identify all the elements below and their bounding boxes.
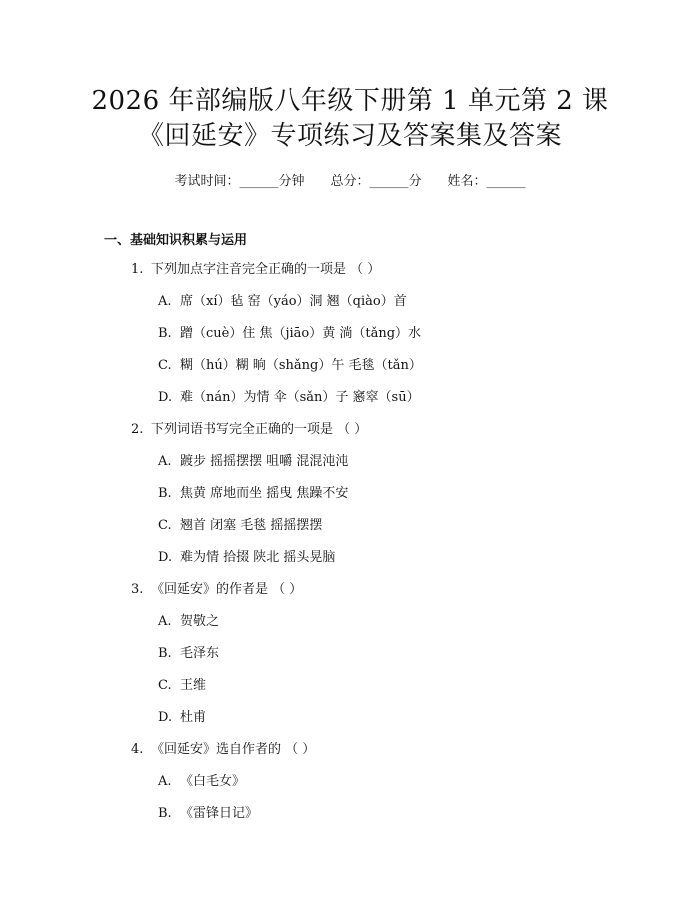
option-text: 毛泽东: [180, 646, 220, 661]
option-text: 蹭（cuè）住 焦（jiāo）黄 淌（tǎng）水: [180, 326, 422, 341]
title-line-1: 2026 年部编版八年级下册第 1 单元第 2 课: [91, 86, 609, 116]
question-1-option-b: [158, 327, 421, 340]
exam-score: 总分：______分: [330, 174, 422, 189]
question-2-option-d: [158, 551, 335, 564]
option-text: 杜甫: [180, 710, 207, 725]
option-letter: D.: [158, 710, 173, 725]
option-text: 难（nán）为情 伞（sǎn）子 窸窣（sū）: [180, 390, 420, 405]
exam-name: 姓名：______: [447, 174, 526, 189]
question-text: 《回延安》的作者是 （ ）: [151, 582, 303, 597]
option-text: 《白毛女》: [180, 774, 246, 789]
option-text: 焦黄 席地而坐 摇曳 焦躁不安: [180, 486, 349, 501]
option-text: 难为情 拾掇 陕北 摇头晃脑: [180, 550, 336, 565]
option-letter: B.: [158, 326, 172, 341]
question-text: 下列词语书写完全正确的一项是 （ ）: [151, 422, 368, 437]
question-1-option-d: [158, 391, 420, 404]
exam-info: [0, 170, 700, 189]
question-3-option-d: [158, 711, 206, 724]
question-2-option-b: [158, 487, 348, 500]
option-text: 踱步 摇摇摆摆 咀嚼 混混沌沌: [180, 454, 349, 469]
option-text: 《雷锋日记》: [180, 806, 259, 821]
title-line-2: 《回延安》专项练习及答案集及答案: [137, 121, 562, 151]
question-2-option-a: [158, 455, 348, 468]
option-letter: A.: [158, 774, 172, 789]
question-number: 2.: [131, 422, 144, 437]
section-heading: 一、基础知识积累与运用: [104, 233, 248, 248]
question-3: [131, 583, 302, 596]
question-4-option-a: [158, 775, 245, 788]
option-text: 贺敬之: [180, 614, 220, 629]
option-text: 翘首 闭塞 毛毯 摇摇摆摆: [180, 518, 323, 533]
option-letter: C.: [158, 518, 172, 533]
option-letter: A.: [158, 454, 172, 469]
option-letter: D.: [158, 390, 173, 405]
question-number: 3.: [131, 582, 144, 597]
question-4-option-b: [158, 807, 258, 820]
option-letter: C.: [158, 358, 172, 373]
question-1-option-c: [158, 359, 422, 372]
question-text: 下列加点字注音完全正确的一项是 （ ）: [151, 262, 381, 277]
question-number: 1.: [131, 262, 144, 277]
option-letter: A.: [158, 294, 172, 309]
question-number: 4.: [131, 742, 144, 757]
question-text: 《回延安》选自作者的 （ ）: [151, 742, 316, 757]
question-3-option-c: [158, 679, 206, 692]
question-3-option-a: [158, 615, 219, 628]
option-letter: D.: [158, 550, 173, 565]
question-1: [131, 263, 380, 276]
option-text: 席（xí）毡 窑（yáo）洞 翘（qiào）首: [180, 294, 407, 309]
option-letter: C.: [158, 678, 172, 693]
option-letter: B.: [158, 486, 172, 501]
question-4: [131, 743, 315, 756]
exam-time: 考试时间：______分钟: [174, 174, 305, 189]
question-2: [131, 423, 367, 436]
option-text: 糊（hú）糊 晌（shǎng）午 毛毯（tǎn）: [180, 358, 422, 373]
option-text: 王维: [180, 678, 207, 693]
question-1-option-a: [158, 295, 407, 308]
option-letter: B.: [158, 646, 172, 661]
option-letter: A.: [158, 614, 172, 629]
question-2-option-c: [158, 519, 322, 532]
question-3-option-b: [158, 647, 219, 660]
option-letter: B.: [158, 806, 172, 821]
